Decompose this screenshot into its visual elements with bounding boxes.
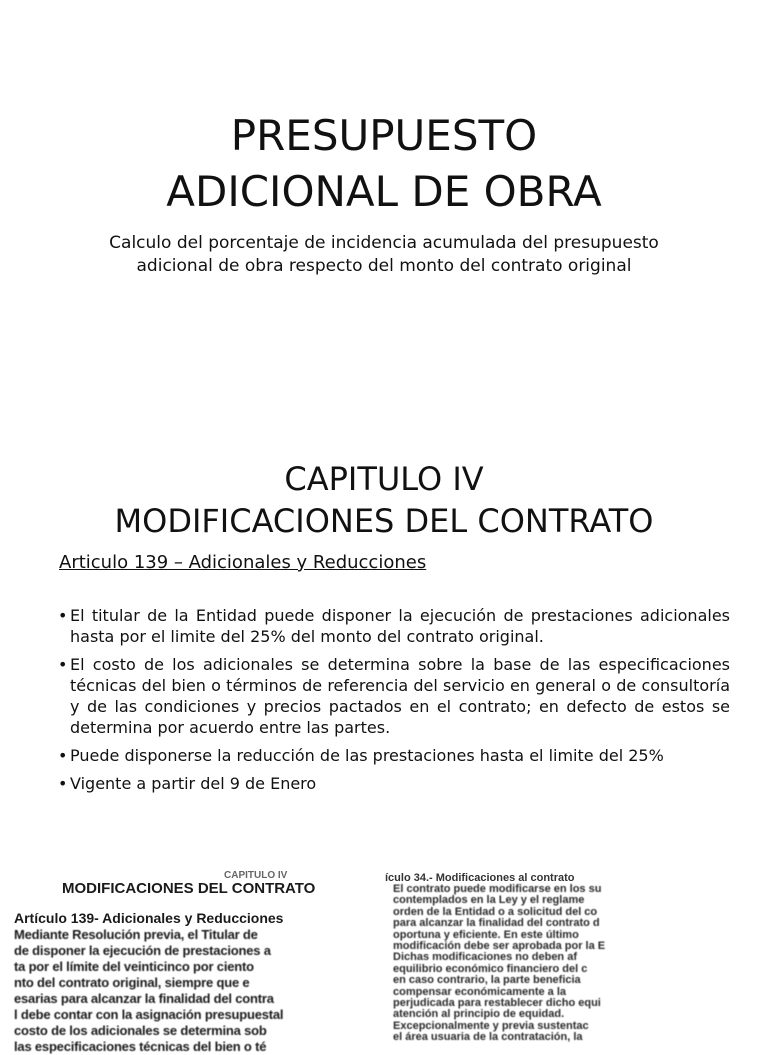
title-line-2: ADICIONAL DE OBRA <box>166 167 602 216</box>
bullet-item: • El titular de la Entidad puede disponer la ejecución de prestaciones adicionales hasta por el limite del 25% del monto del contrato original. <box>58 605 730 647</box>
scanned-excerpt-left <box>14 870 346 1054</box>
scan-left-heading: MODIFICACIONES DEL CONTRATO <box>62 880 316 897</box>
bullet-item: • Puede disponerse la reducción de las prestaciones hasta el limite del 25% <box>58 745 730 766</box>
subtitle: Calculo del porcentaje de incidencia acumulada del presupuesto adicional de obra respecto del monto del contrato original <box>109 233 659 276</box>
scan-right-line: contemplados en la Ley y el reglame <box>393 894 585 907</box>
scan-right-line: en caso contrario, la parte beneficia <box>393 974 581 987</box>
scanned-excerpt-right <box>385 872 768 1044</box>
scan-right-line: compensar económicamente a la <box>393 985 567 998</box>
scan-right-line: atención al principio de equidad. <box>393 1008 565 1021</box>
scan-right-line: el área usuaria de la contratación, la <box>393 1031 583 1044</box>
scan-left-top-fragment: CAPITULO IV <box>224 870 288 881</box>
scan-right-line: para alcanzar la finalidad del contrato d <box>393 917 600 930</box>
bullet-item: • Vigente a partir del 9 de Enero <box>58 773 730 794</box>
scan-left-line: l debe contar con la asignación presupuestal <box>14 1007 284 1022</box>
title-line-1: PRESUPUESTO <box>230 111 538 160</box>
scan-right-heading: ículo 34.- Modificaciones al contrato <box>385 872 575 884</box>
scan-right-line: El contrato puede modificarse en los su <box>393 883 602 895</box>
scan-left-line: esarias para alcanzar la finalidad del contra <box>14 991 274 1006</box>
page-title <box>0 108 768 220</box>
scan-right-line: Dichas modificaciones no deben af <box>393 951 577 964</box>
chapter-line-2: MODIFICACIONES DEL CONTRATO <box>114 502 654 540</box>
chapter-line-1: CAPITULO IV <box>284 460 484 498</box>
chapter-heading <box>0 458 768 542</box>
scan-right-line: equilibrio económico financiero del c <box>393 962 588 975</box>
scan-left-line: ta por el límite del veinticinco por ciento <box>14 959 254 974</box>
scan-right-line: Excepcionalmente y previa sustentac <box>393 1019 589 1032</box>
scan-right-line: modificación debe ser aprobada por la E <box>393 940 606 953</box>
scan-right-line: orden de la Entidad o a solicitud del co <box>393 905 598 918</box>
scan-right-line: perjudicada para restablecer dicho equi <box>393 997 601 1010</box>
scan-left-line: Mediante Resolución previa, el Titular de <box>14 927 258 942</box>
bullet-item: • El costo de los adicionales se determina sobre la base de las especificaciones técnicas del bien o términos de referencia del servicio en general o de consultoría y de las condiciones y precios pactados en el contrato; en defecto de estos se determina por acuerdo entre las partes. <box>58 654 730 738</box>
scan-left-line: de disponer la ejecución de prestaciones a <box>14 943 271 958</box>
bullet-list <box>58 605 730 801</box>
scan-left-line: costo de los adicionales se determina sob <box>14 1023 267 1038</box>
scan-right-line: oportuna y eficiente. En este último <box>393 928 579 941</box>
scan-left-article: Artículo 139- Adicionales y Reducciones <box>14 910 284 926</box>
scan-left-line: las especificaciones técnicas del bien o té <box>14 1039 267 1054</box>
article-heading: Articulo 139 – Adicionales y Reducciones <box>59 552 427 573</box>
scan-left-line: nto del contrato original, siempre que e <box>14 975 250 990</box>
